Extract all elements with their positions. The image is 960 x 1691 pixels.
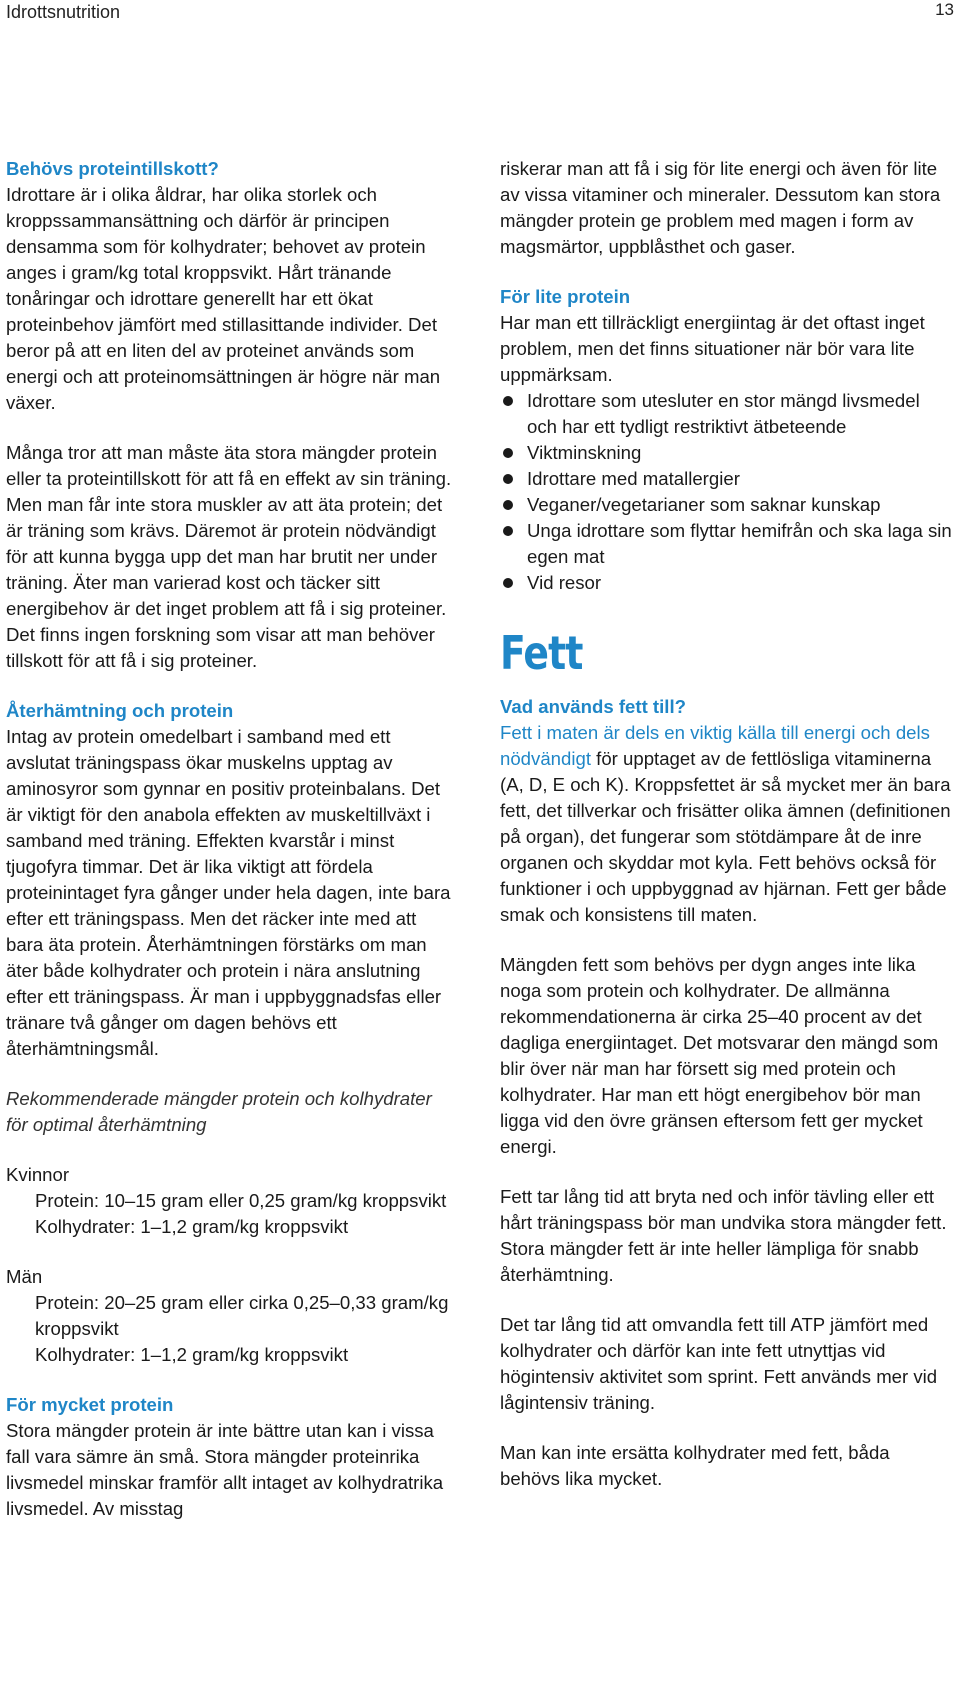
section-title-fett: Fett — [500, 626, 583, 680]
list-item: Veganer/vegetarianer som saknar kunskap — [500, 492, 954, 518]
heading-recovery-protein: Återhämtning och protein — [6, 700, 234, 721]
paragraph — [500, 720, 954, 928]
recommendation-title: Rekommenderade mängder protein och kolhydrater för optimal återhämtning — [6, 1088, 432, 1135]
risk-group-list — [500, 388, 954, 596]
list-item: Idrottare med matallergier — [500, 466, 954, 492]
paragraph: Man kan inte ersätta kolhydrater med fett, båda behövs lika mycket. — [500, 1442, 890, 1489]
paragraph: Har man ett tillräckligt energiintag är det oftast inget problem, men det finns situationer när bör vara lite uppmärksam. — [500, 312, 925, 385]
heading-too-much-protein: För mycket protein — [6, 1394, 174, 1415]
paragraph: Många tror att man måste äta stora mängder protein eller ta proteintillskott för att få en effekt av sin träning. Men man får inte stora muskler av att äta protein; det är träning som krävs. Däremot är protein nödvändigt för att kunna bygga upp det man har brutit ner under träning. Äter man varierad kost och täcker sitt energibehov är det inget problem att få i sig proteiner. Det finns ingen forskning som visar att man behöver tillskott för att få i sig proteiner. — [6, 442, 452, 671]
men-label: Män — [6, 1266, 43, 1287]
women-protein: Protein: 10–15 gram eller 0,25 gram/kg kroppsvikt — [35, 1190, 447, 1211]
running-header — [0, 0, 960, 30]
paragraph-continued: riskerar man att få i sig för lite energi och även för lite av vissa vitaminer och mineraler. Dessutom kan stora mängder protein ge problem med magen i form av magsmärtor, uppblåsthet och gaser. — [500, 158, 941, 257]
paragraph: Stora mängder protein är inte bättre utan kan i vissa fall vara sämre än små. Stora mängder proteinrika livsmedel minskar framför allt intaget av kolhydratrika livsmedel. Av misstag — [6, 1420, 444, 1519]
list-item: Vid resor — [500, 570, 954, 596]
paragraph-text: för upptaget av de fettlösliga vitaminerna (A, D, E och K). Kroppsfettet är så mycket mer än bara fett, det tillverkar och frisätter olika ämnen (definitionen på organ), det fungerar som stötdämpare åt de inre organen och skyddar mot kyla. Fett behövs också för funktioner i och uppbyggnad av hjärnan. Fett ger både smak och konsistens till maten. — [500, 748, 951, 925]
page-number: 13 — [935, 0, 954, 19]
highlighted-text: Fett i maten är dels en viktig källa till energi och dels nödvändigt — [500, 722, 930, 769]
paragraph: Det tar lång tid att omvandla fett till ATP jämfört med kolhydrater och därför kan inte fett utnyttjas vid högintensiv aktivitet som sprint. Fett används mer vid lågintensiv träning. — [500, 1314, 938, 1413]
paragraph: Idrottare är i olika åldrar, har olika storlek och kroppssammansättning och därför är principen densamma som för kolhydrater; behovet av protein anges i gram/kg total kroppsvikt. Hårt tränande tonåringar och idrottare generellt har ett ökat proteinbehov jämfört med stillasittande individer. Det beror på att en liten del av proteinet används som energi och att proteinomsättningen är högre när man växer. — [6, 184, 441, 413]
list-item: Unga idrottare som flyttar hemifrån och ska laga sin egen mat — [500, 518, 954, 570]
heading-too-little-protein: För lite protein — [500, 286, 631, 307]
paragraph: Mängden fett som behövs per dygn anges inte lika noga som protein och kolhydrater. De allmänna rekommendationerna är cirka 25–40 procent av det dagliga energiintaget. Det motsvarar den mängd som blir över när man har försett sig med protein och kolhydrater. Har man ett högt energibehov bör man ligga vid den övre gränsen eftersom fett ger mycket energi. — [500, 954, 939, 1157]
right-column — [500, 156, 954, 1492]
heading-protein-supplements: Behövs proteintillskott? — [6, 158, 219, 179]
men-carbs: Kolhydrater: 1–1,2 gram/kg kroppsvikt — [35, 1344, 349, 1365]
women-carbs: Kolhydrater: 1–1,2 gram/kg kroppsvikt — [35, 1216, 349, 1237]
heading-what-is-fat-used-for: Vad används fett till? — [500, 696, 686, 717]
list-item: Idrottare som utesluter en stor mängd livsmedel och har ett tydligt restriktivt ätbeteende — [500, 388, 954, 440]
running-title: Idrottsnutrition — [6, 2, 121, 22]
left-column — [6, 156, 458, 1522]
men-protein: Protein: 20–25 gram eller cirka 0,25–0,33 gram/kg kroppsvikt — [35, 1292, 449, 1339]
paragraph: Fett tar lång tid att bryta ned och inför tävling eller ett hårt träningspass bör man undvika stora mängder fett. Stora mängder fett är inte heller lämpliga för snabb återhämtning. — [500, 1186, 947, 1285]
list-item: Viktminskning — [500, 440, 954, 466]
women-label: Kvinnor — [6, 1164, 70, 1185]
paragraph: Intag av protein omedelbart i samband med ett avslutat träningspass ökar muskelns upptag av aminosyror som gynnar en positiv proteinbalans. Det är viktigt för den anabola effekten av muskeltillväxt i samband med träning. Effekten kvarstår i minst tjugofyra timmar. Det är lika viktigt att fördela proteinintaget fyra gånger under hela dagen, inte bara efter ett träningspass. Men det räcker inte med att bara äta protein. Återhämtningen förstärks om man äter både kolhydrater och protein i nära anslutning efter ett träningspass. Är man i uppbyggnadsfas eller tränare två gånger om dagen behövs ett återhämtningsmål. — [6, 726, 451, 1059]
